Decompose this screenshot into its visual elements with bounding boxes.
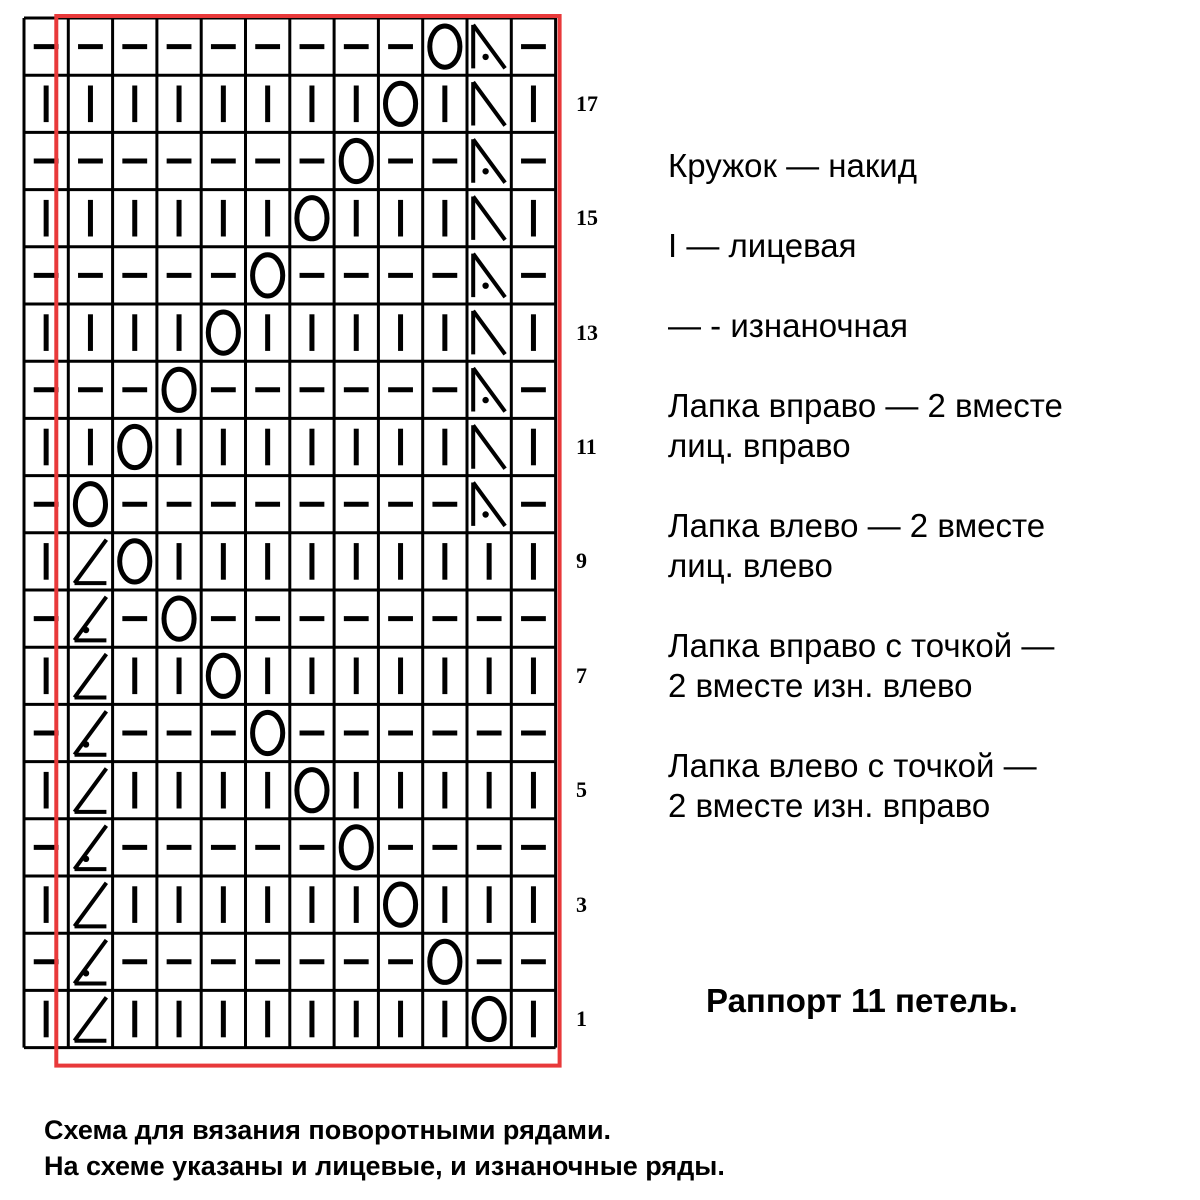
legend-yarn-over [668, 146, 917, 186]
purl-dot [83, 627, 89, 633]
purl-dot [83, 856, 89, 862]
legend-line: Кружок — накид [668, 147, 917, 184]
caption-line-1: Схема для вязания поворотными рядами. [44, 1115, 612, 1145]
legend-p2tog-left [668, 626, 1054, 706]
purl-dot [83, 741, 89, 747]
purl-dot [482, 511, 488, 517]
chart-caption [44, 1112, 725, 1184]
row-number: 3 [576, 891, 587, 917]
knitting-chart [0, 0, 640, 1110]
purl-dot [83, 970, 89, 976]
row-number: 15 [576, 205, 598, 231]
purl-dot [482, 168, 488, 174]
legend-p2tog-right [668, 746, 1037, 826]
row-number: 5 [576, 777, 587, 803]
row-number: 17 [576, 90, 598, 116]
legend-line: Лапка влево с точкой — [668, 747, 1037, 784]
chart-grid [0, 0, 640, 1110]
legend-purl [668, 306, 908, 346]
row-number: 13 [576, 319, 598, 345]
row-number: 11 [576, 434, 597, 459]
legend-line: 2 вместе изн. вправо [668, 787, 991, 824]
rapport-note: Раппорт 11 петель. [706, 982, 1018, 1019]
legend-line: — - изнаночная [668, 307, 908, 344]
legend-line: 2 вместе изн. влево [668, 667, 973, 704]
row-number: 1 [576, 1006, 587, 1031]
row-number: 7 [576, 662, 587, 688]
row-number: 9 [576, 548, 587, 574]
legend-line: Лапка вправо — 2 вместе [668, 387, 1063, 424]
legend-line: I — лицевая [668, 227, 857, 264]
legend-line: лиц. влево [668, 547, 833, 584]
legend-k2tog-left [668, 506, 1045, 586]
legend-line: лиц. вправо [668, 427, 851, 464]
purl-dot [482, 282, 488, 288]
legend-k2tog-right [668, 386, 1063, 466]
legend-line: Лапка вправо с точкой — [668, 627, 1055, 664]
legend-knit [668, 226, 856, 266]
caption-line-2: На схеме указаны и лицевые, и изнаночные ряды. [44, 1151, 725, 1181]
legend-line: Лапка влево — 2 вместе [668, 507, 1046, 544]
purl-dot [482, 54, 488, 60]
purl-dot [482, 397, 488, 403]
